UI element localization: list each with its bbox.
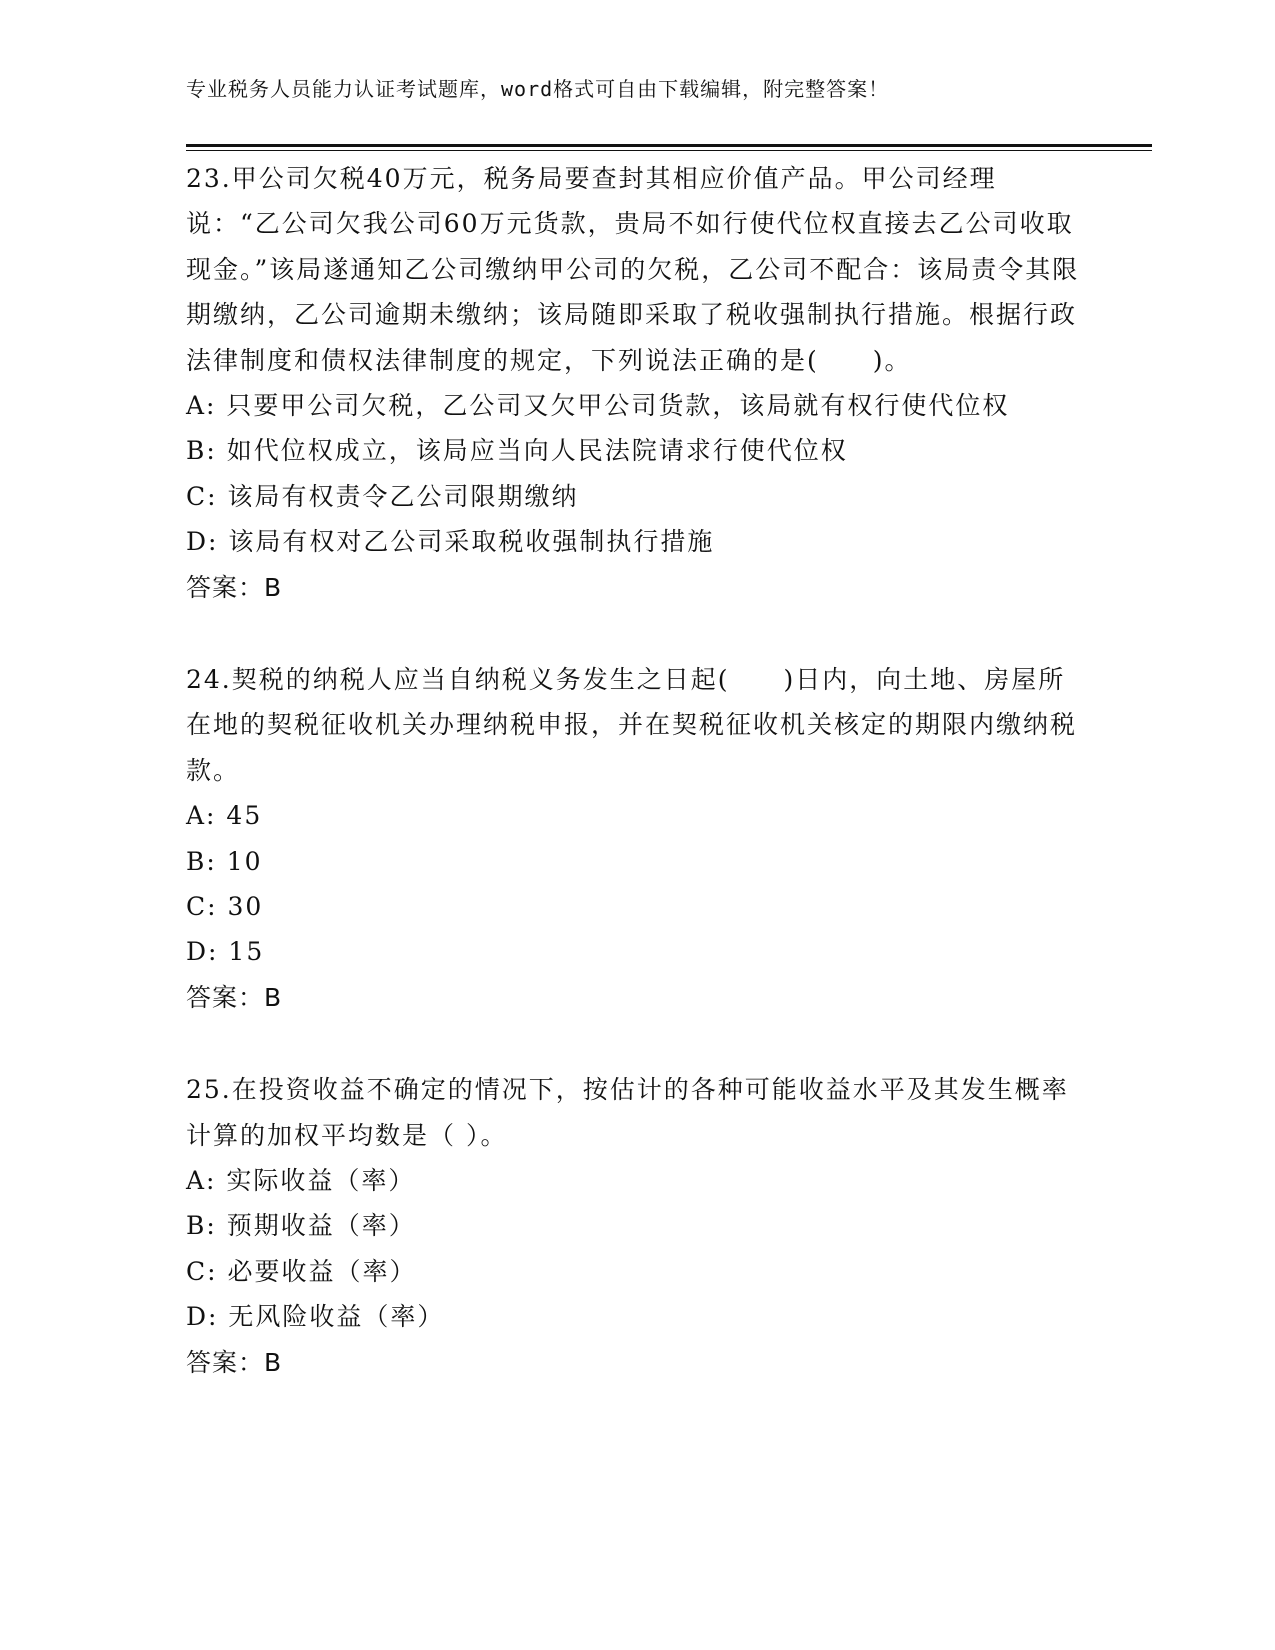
option-c: C: 必要收益（率） <box>186 1256 417 1286</box>
question-23 <box>186 156 1086 610</box>
question-24 <box>186 657 1086 1020</box>
answer-line: 答案：B <box>186 1347 283 1377</box>
option-c: C: 30 <box>186 891 264 921</box>
question-spacer <box>186 1020 1086 1067</box>
option-b: B: 预期收益（率） <box>186 1211 416 1241</box>
option-b: B: 10 <box>186 846 263 876</box>
option-d: D: 该局有权对乙公司采取税收强制执行措施 <box>186 527 715 557</box>
question-stem: 23.甲公司欠税40万元，税务局要查封其相应价值产品。甲公司经理说：“乙公司欠我公司60万元货款，贵局不如行使代位权直接去乙公司收取现金。”该局遂通知乙公司缴纳甲公司的欠税，乙公司不配合：该局责令其限期缴纳，乙公司逾期未缴纳；该局随即采取了税收强制执行措施。根据行政法律制度和债权法律制度的规定，下列说法正确的是( )。 <box>186 164 1080 375</box>
option-b: B: 如代位权成立，该局应当向人民法院请求行使代位权 <box>186 436 848 466</box>
question-spacer <box>186 610 1086 657</box>
option-a: A: 实际收益（率） <box>186 1165 416 1195</box>
question-list <box>186 156 1086 1385</box>
page-header-title: 专业税务人员能力认证考试题库，word格式可自由下载编辑，附完整答案！ <box>186 77 890 101</box>
header-divider-thick <box>186 144 1152 147</box>
option-d: D: 15 <box>186 937 265 967</box>
option-a: A: 45 <box>186 801 263 831</box>
answer-line: 答案：B <box>186 982 283 1012</box>
option-d: D: 无风险收益（率） <box>186 1302 445 1332</box>
option-c: C: 该局有权责令乙公司限期缴纳 <box>186 481 579 511</box>
question-stem: 25.在投资收益不确定的情况下，按估计的各种可能收益水平及其发生概率计算的加权平均数是（ ）。 <box>186 1075 1069 1150</box>
answer-line: 答案：B <box>186 572 283 602</box>
question-stem: 24.契税的纳税人应当自纳税义务发生之日起( )日内，向土地、房屋所在地的契税征收机关办理纳税申报，并在契税征收机关核定的期限内缴纳税款。 <box>186 664 1078 785</box>
option-a: A: 只要甲公司欠税，乙公司又欠甲公司货款，该局就有权行使代位权 <box>186 391 1010 421</box>
header-divider-thin <box>186 150 1152 151</box>
question-25 <box>186 1067 1086 1385</box>
